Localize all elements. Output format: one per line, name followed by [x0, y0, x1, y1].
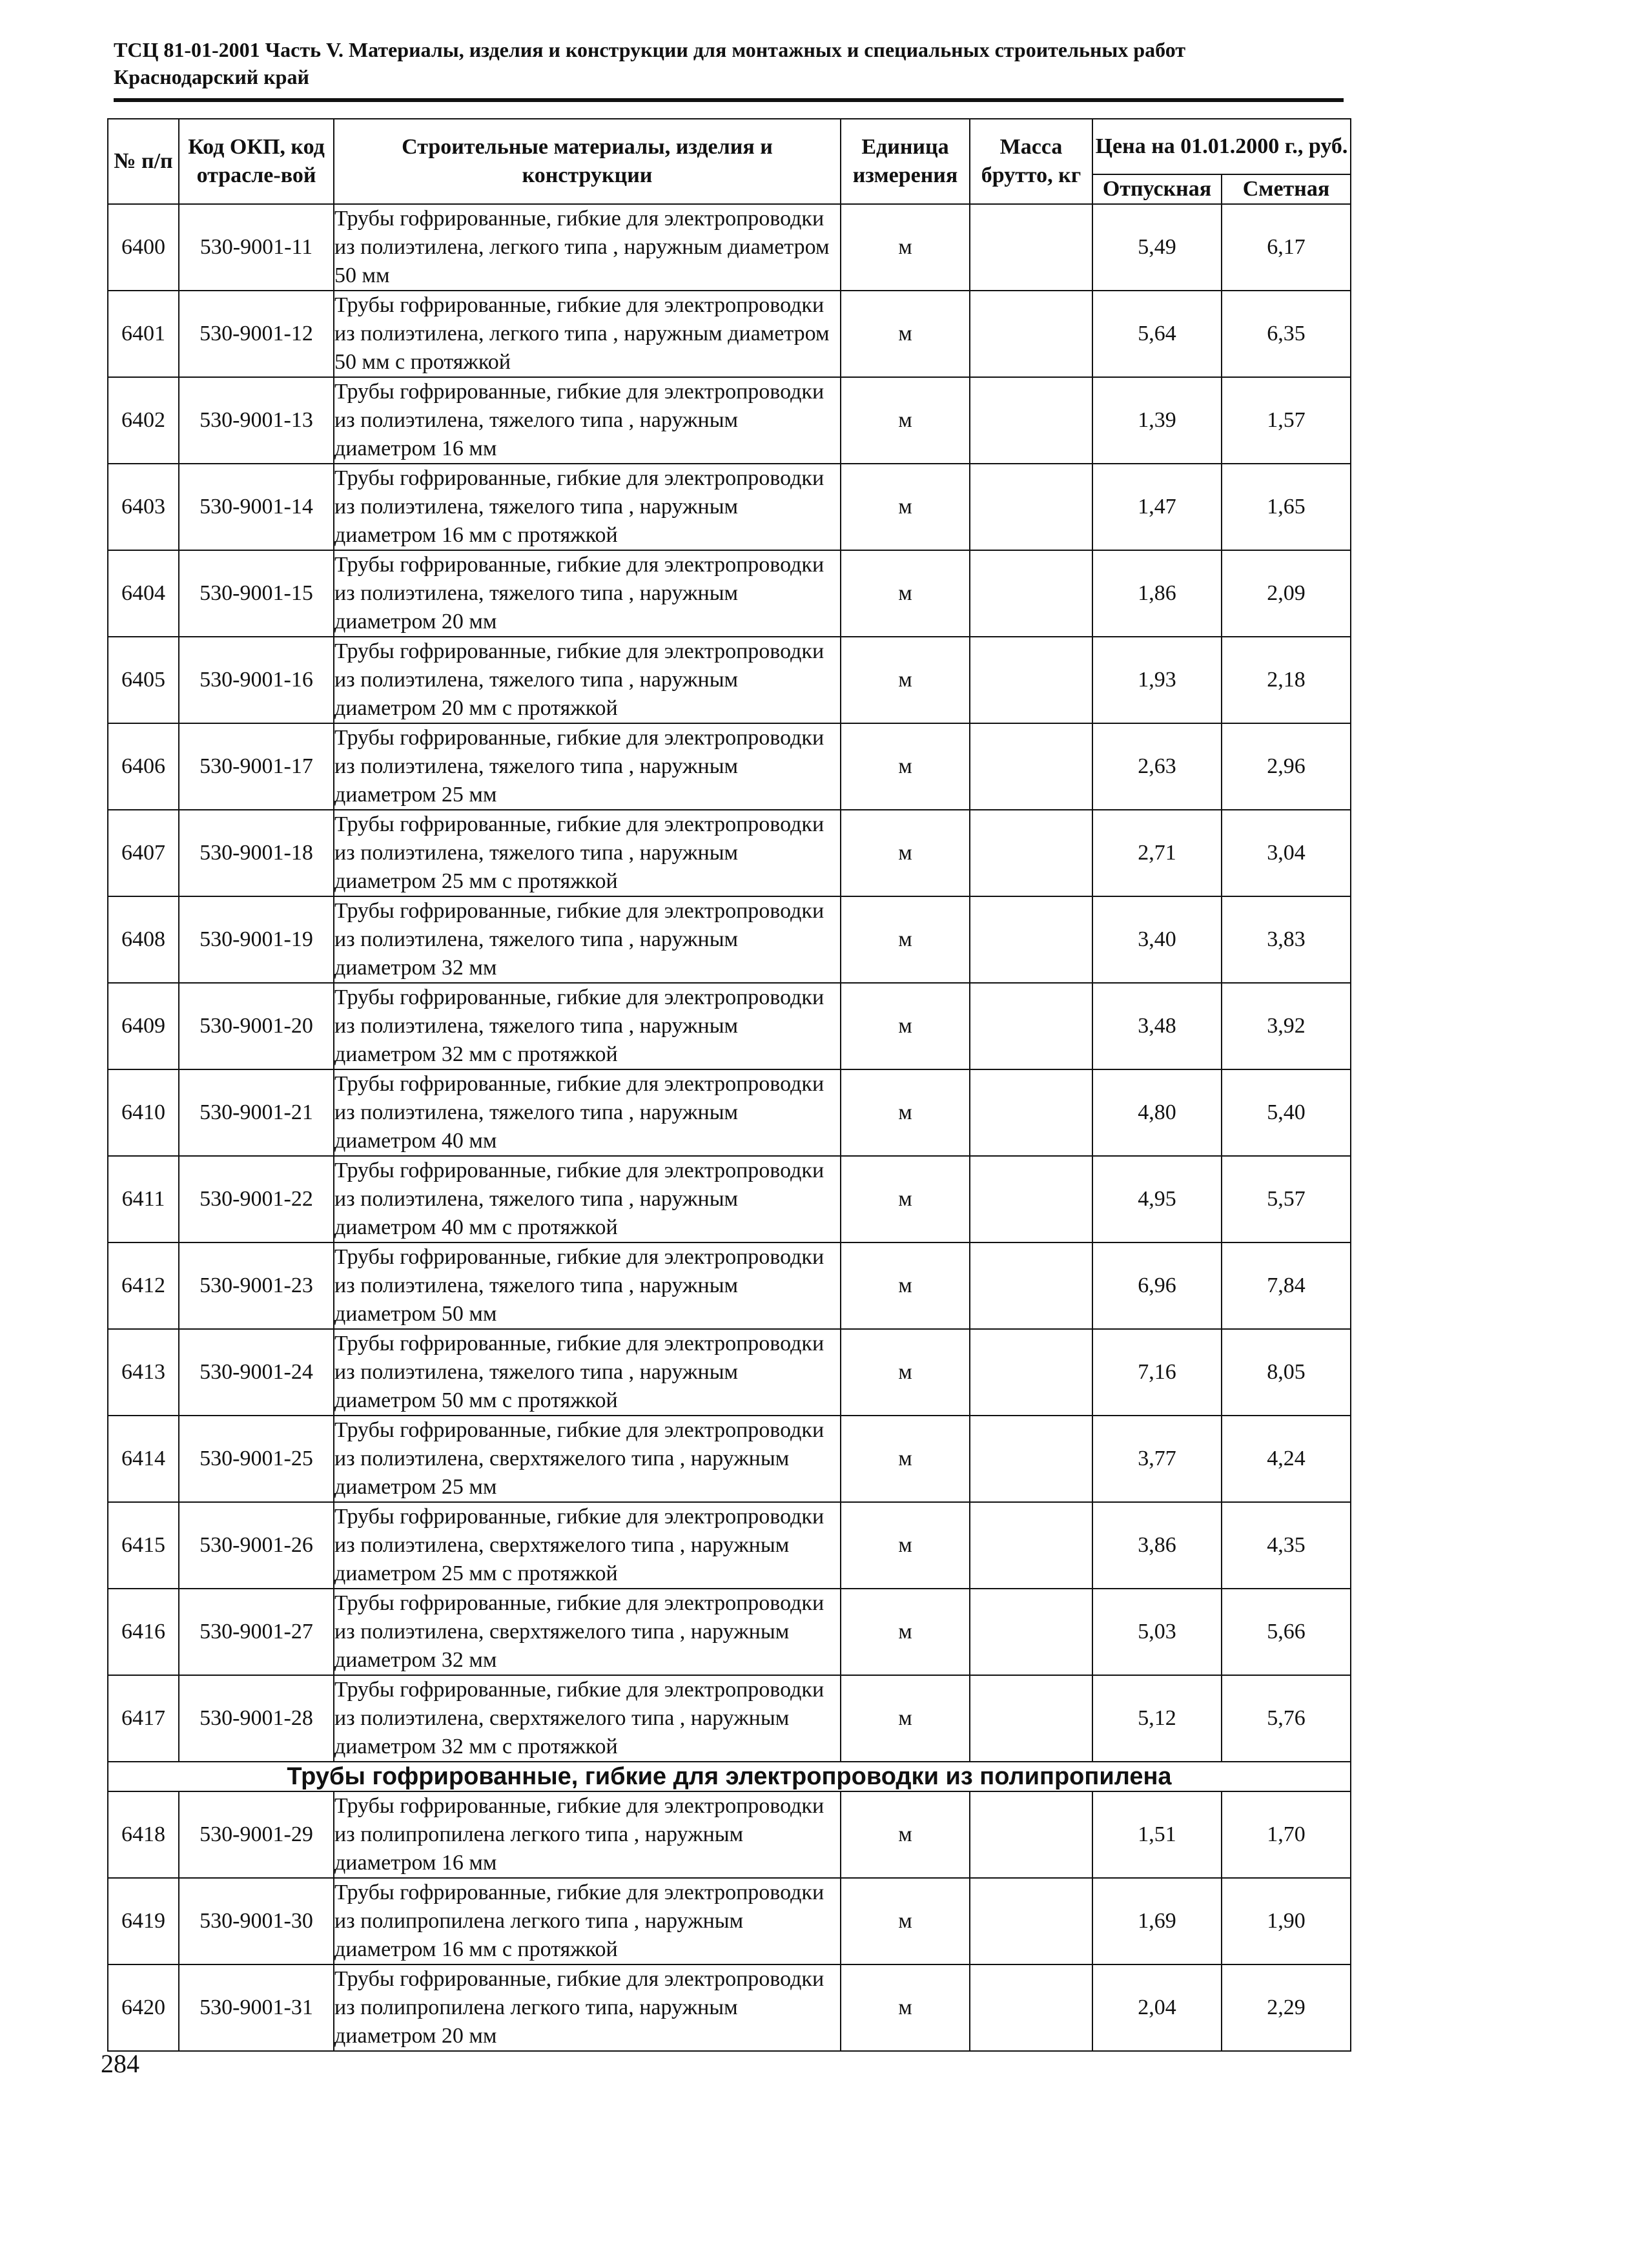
row-number: 6405 [108, 637, 179, 723]
okp-code: 530-9001-25 [179, 1416, 334, 1502]
table-row [108, 1589, 1351, 1675]
release-price: 1,69 [1092, 1878, 1222, 1964]
release-price: 2,63 [1092, 723, 1222, 810]
row-number: 6403 [108, 464, 179, 550]
unit-of-measure: м [841, 1964, 970, 2051]
table-row [108, 1675, 1351, 1762]
material-description: Трубы гофрированные, гибкие для электропроводки из полиэтилена, тяжелого типа , наружным диаметром 20 мм с протяжкой [334, 637, 841, 723]
region-title: Краснодарский край [114, 65, 309, 88]
estimate-price: 5,76 [1222, 1675, 1351, 1762]
row-number: 6416 [108, 1589, 179, 1675]
unit-of-measure: м [841, 1069, 970, 1156]
section-row [108, 1762, 1351, 1791]
okp-code: 530-9001-15 [179, 550, 334, 637]
material-description: Трубы гофрированные, гибкие для электропроводки из полиэтилена, тяжелого типа , наружным диаметром 40 мм с протяжкой [334, 1156, 841, 1242]
table-row [108, 637, 1351, 723]
gross-mass [970, 1791, 1092, 1878]
row-number: 6410 [108, 1069, 179, 1156]
header-price-estimate: Сметная [1222, 174, 1351, 204]
table-row [108, 810, 1351, 896]
table-row [108, 464, 1351, 550]
okp-code: 530-9001-26 [179, 1502, 334, 1589]
row-number: 6412 [108, 1242, 179, 1329]
release-price: 5,12 [1092, 1675, 1222, 1762]
release-price: 3,77 [1092, 1416, 1222, 1502]
gross-mass [970, 204, 1092, 291]
table-row [108, 896, 1351, 983]
section-title: Трубы гофрированные, гибкие для электропроводки из полипропилена [108, 1762, 1351, 1791]
row-number: 6400 [108, 204, 179, 291]
gross-mass [970, 1156, 1092, 1242]
okp-code: 530-9001-31 [179, 1964, 334, 2051]
release-price: 1,93 [1092, 637, 1222, 723]
unit-of-measure: м [841, 1329, 970, 1416]
unit-of-measure: м [841, 204, 970, 291]
row-number: 6420 [108, 1964, 179, 2051]
table-row [108, 204, 1351, 291]
okp-code: 530-9001-17 [179, 723, 334, 810]
estimate-price: 2,29 [1222, 1964, 1351, 2051]
okp-code: 530-9001-19 [179, 896, 334, 983]
row-number: 6419 [108, 1878, 179, 1964]
gross-mass [970, 1242, 1092, 1329]
unit-of-measure: м [841, 983, 970, 1069]
row-number: 6411 [108, 1156, 179, 1242]
table-section [108, 1762, 1351, 1791]
unit-of-measure: м [841, 723, 970, 810]
unit-of-measure: м [841, 1242, 970, 1329]
estimate-price: 1,57 [1222, 377, 1351, 464]
table-row [108, 1791, 1351, 1878]
release-price: 2,04 [1092, 1964, 1222, 2051]
header-price-release: Отпускная [1092, 174, 1222, 204]
gross-mass [970, 1878, 1092, 1964]
table-row [108, 550, 1351, 637]
table-row [108, 1069, 1351, 1156]
row-number: 6414 [108, 1416, 179, 1502]
price-table [107, 118, 1351, 2052]
estimate-price: 3,04 [1222, 810, 1351, 896]
okp-code: 530-9001-29 [179, 1791, 334, 1878]
table-row [108, 291, 1351, 377]
unit-of-measure: м [841, 810, 970, 896]
okp-code: 530-9001-16 [179, 637, 334, 723]
row-number: 6413 [108, 1329, 179, 1416]
row-number: 6401 [108, 291, 179, 377]
material-description: Трубы гофрированные, гибкие для электропроводки из полиэтилена, тяжелого типа , наружным диаметром 16 мм [334, 377, 841, 464]
okp-code: 530-9001-30 [179, 1878, 334, 1964]
unit-of-measure: м [841, 1416, 970, 1502]
okp-code: 530-9001-24 [179, 1329, 334, 1416]
okp-code: 530-9001-13 [179, 377, 334, 464]
release-price: 5,64 [1092, 291, 1222, 377]
gross-mass [970, 1069, 1092, 1156]
unit-of-measure: м [841, 377, 970, 464]
release-price: 2,71 [1092, 810, 1222, 896]
material-description: Трубы гофрированные, гибкие для электропроводки из полиэтилена, тяжелого типа , наружным диаметром 16 мм с протяжкой [334, 464, 841, 550]
unit-of-measure: м [841, 1791, 970, 1878]
gross-mass [970, 983, 1092, 1069]
material-description: Трубы гофрированные, гибкие для электропроводки из полиэтилена, тяжелого типа , наружным диаметром 32 мм с протяжкой [334, 983, 841, 1069]
page-header [114, 36, 1344, 102]
unit-of-measure: м [841, 637, 970, 723]
okp-code: 530-9001-18 [179, 810, 334, 896]
gross-mass [970, 464, 1092, 550]
material-description: Трубы гофрированные, гибкие для электропроводки из полиэтилена, сверхтяжелого типа , наружным диаметром 25 мм с протяжкой [334, 1502, 841, 1589]
row-number: 6407 [108, 810, 179, 896]
estimate-price: 8,05 [1222, 1329, 1351, 1416]
unit-of-measure: м [841, 1156, 970, 1242]
header-num: № п/п [108, 119, 179, 204]
material-description: Трубы гофрированные, гибкие для электропроводки из полипропилена легкого типа , наружным диаметром 16 мм с протяжкой [334, 1878, 841, 1964]
table-header-row [108, 119, 1351, 174]
table-row [108, 723, 1351, 810]
unit-of-measure: м [841, 550, 970, 637]
release-price: 5,49 [1092, 204, 1222, 291]
release-price: 4,80 [1092, 1069, 1222, 1156]
unit-of-measure: м [841, 464, 970, 550]
estimate-price: 7,84 [1222, 1242, 1351, 1329]
table-row [108, 1242, 1351, 1329]
estimate-price: 1,70 [1222, 1791, 1351, 1878]
gross-mass [970, 810, 1092, 896]
estimate-price: 4,24 [1222, 1416, 1351, 1502]
header-price: Цена на 01.01.2000 г., руб. [1092, 119, 1351, 174]
header-name: Строительные материалы, изделия и конструкции [334, 119, 841, 204]
release-price: 6,96 [1092, 1242, 1222, 1329]
gross-mass [970, 291, 1092, 377]
estimate-price: 3,92 [1222, 983, 1351, 1069]
material-description: Трубы гофрированные, гибкие для электропроводки из полипропилена легкого типа , наружным диаметром 16 мм [334, 1791, 841, 1878]
estimate-price: 5,66 [1222, 1589, 1351, 1675]
material-description: Трубы гофрированные, гибкие для электропроводки из полиэтилена, тяжелого типа , наружным диаметром 50 мм [334, 1242, 841, 1329]
release-price: 3,48 [1092, 983, 1222, 1069]
gross-mass [970, 1329, 1092, 1416]
release-price: 1,47 [1092, 464, 1222, 550]
release-price: 1,51 [1092, 1791, 1222, 1878]
material-description: Трубы гофрированные, гибкие для электропроводки из полиэтилена, легкого типа , наружным диаметром 50 мм с протяжкой [334, 291, 841, 377]
release-price: 7,16 [1092, 1329, 1222, 1416]
table-row [108, 377, 1351, 464]
material-description: Трубы гофрированные, гибкие для электропроводки из полиэтилена, тяжелого типа , наружным диаметром 20 мм [334, 550, 841, 637]
gross-mass [970, 377, 1092, 464]
page-number: 284 [101, 2049, 139, 2078]
table-row [108, 1964, 1351, 2051]
unit-of-measure: м [841, 291, 970, 377]
okp-code: 530-9001-14 [179, 464, 334, 550]
document-title: ТСЦ 81-01-2001 Часть V. Материалы, изделия и конструкции для монтажных и специальных строительных работ [114, 38, 1186, 61]
material-description: Трубы гофрированные, гибкие для электропроводки из полиэтилена, сверхтяжелого типа , наружным диаметром 25 мм [334, 1416, 841, 1502]
release-price: 4,95 [1092, 1156, 1222, 1242]
gross-mass [970, 1416, 1092, 1502]
estimate-price: 2,96 [1222, 723, 1351, 810]
header-unit: Единица измерения [841, 119, 970, 204]
row-number: 6409 [108, 983, 179, 1069]
row-number: 6415 [108, 1502, 179, 1589]
table-row [108, 1878, 1351, 1964]
estimate-price: 4,35 [1222, 1502, 1351, 1589]
estimate-price: 1,65 [1222, 464, 1351, 550]
estimate-price: 5,57 [1222, 1156, 1351, 1242]
unit-of-measure: м [841, 1675, 970, 1762]
material-description: Трубы гофрированные, гибкие для электропроводки из полипропилена легкого типа, наружным диаметром 20 мм [334, 1964, 841, 2051]
okp-code: 530-9001-12 [179, 291, 334, 377]
table-row [108, 1329, 1351, 1416]
estimate-price: 6,17 [1222, 204, 1351, 291]
estimate-price: 2,18 [1222, 637, 1351, 723]
row-number: 6406 [108, 723, 179, 810]
unit-of-measure: м [841, 896, 970, 983]
gross-mass [970, 1502, 1092, 1589]
row-number: 6418 [108, 1791, 179, 1878]
material-description: Трубы гофрированные, гибкие для электропроводки из полиэтилена, сверхтяжелого типа , наружным диаметром 32 мм [334, 1589, 841, 1675]
release-price: 1,39 [1092, 377, 1222, 464]
material-description: Трубы гофрированные, гибкие для электропроводки из полиэтилена, тяжелого типа , наружным диаметром 40 мм [334, 1069, 841, 1156]
material-description: Трубы гофрированные, гибкие для электропроводки из полиэтилена, сверхтяжелого типа , наружным диаметром 32 мм с протяжкой [334, 1675, 841, 1762]
okp-code: 530-9001-11 [179, 204, 334, 291]
material-description: Трубы гофрированные, гибкие для электропроводки из полиэтилена, легкого типа , наружным диаметром 50 мм [334, 204, 841, 291]
release-price: 3,86 [1092, 1502, 1222, 1589]
header-mass: Масса брутто, кг [970, 119, 1092, 204]
gross-mass [970, 896, 1092, 983]
estimate-price: 3,83 [1222, 896, 1351, 983]
gross-mass [970, 1964, 1092, 2051]
table-row [108, 1156, 1351, 1242]
estimate-price: 6,35 [1222, 291, 1351, 377]
row-number: 6402 [108, 377, 179, 464]
estimate-price: 5,40 [1222, 1069, 1351, 1156]
okp-code: 530-9001-27 [179, 1589, 334, 1675]
unit-of-measure: м [841, 1589, 970, 1675]
gross-mass [970, 1675, 1092, 1762]
gross-mass [970, 1589, 1092, 1675]
table-body-polypropylene [108, 1791, 1351, 2051]
header-code: Код ОКП, код отрасле-вой [179, 119, 334, 204]
estimate-price: 1,90 [1222, 1878, 1351, 1964]
release-price: 5,03 [1092, 1589, 1222, 1675]
material-description: Трубы гофрированные, гибкие для электропроводки из полиэтилена, тяжелого типа , наружным диаметром 25 мм с протяжкой [334, 810, 841, 896]
table-row [108, 1416, 1351, 1502]
release-price: 1,86 [1092, 550, 1222, 637]
table-body-polyethylene [108, 204, 1351, 1762]
row-number: 6408 [108, 896, 179, 983]
table-row [108, 1502, 1351, 1589]
okp-code: 530-9001-23 [179, 1242, 334, 1329]
gross-mass [970, 723, 1092, 810]
material-description: Трубы гофрированные, гибкие для электропроводки из полиэтилена, тяжелого типа , наружным диаметром 32 мм [334, 896, 841, 983]
row-number: 6404 [108, 550, 179, 637]
material-description: Трубы гофрированные, гибкие для электропроводки из полиэтилена, тяжелого типа , наружным диаметром 25 мм [334, 723, 841, 810]
okp-code: 530-9001-22 [179, 1156, 334, 1242]
gross-mass [970, 550, 1092, 637]
estimate-price: 2,09 [1222, 550, 1351, 637]
table-row [108, 983, 1351, 1069]
gross-mass [970, 637, 1092, 723]
unit-of-measure: м [841, 1878, 970, 1964]
okp-code: 530-9001-21 [179, 1069, 334, 1156]
okp-code: 530-9001-28 [179, 1675, 334, 1762]
release-price: 3,40 [1092, 896, 1222, 983]
okp-code: 530-9001-20 [179, 983, 334, 1069]
material-description: Трубы гофрированные, гибкие для электропроводки из полиэтилена, тяжелого типа , наружным диаметром 50 мм с протяжкой [334, 1329, 841, 1416]
unit-of-measure: м [841, 1502, 970, 1589]
row-number: 6417 [108, 1675, 179, 1762]
